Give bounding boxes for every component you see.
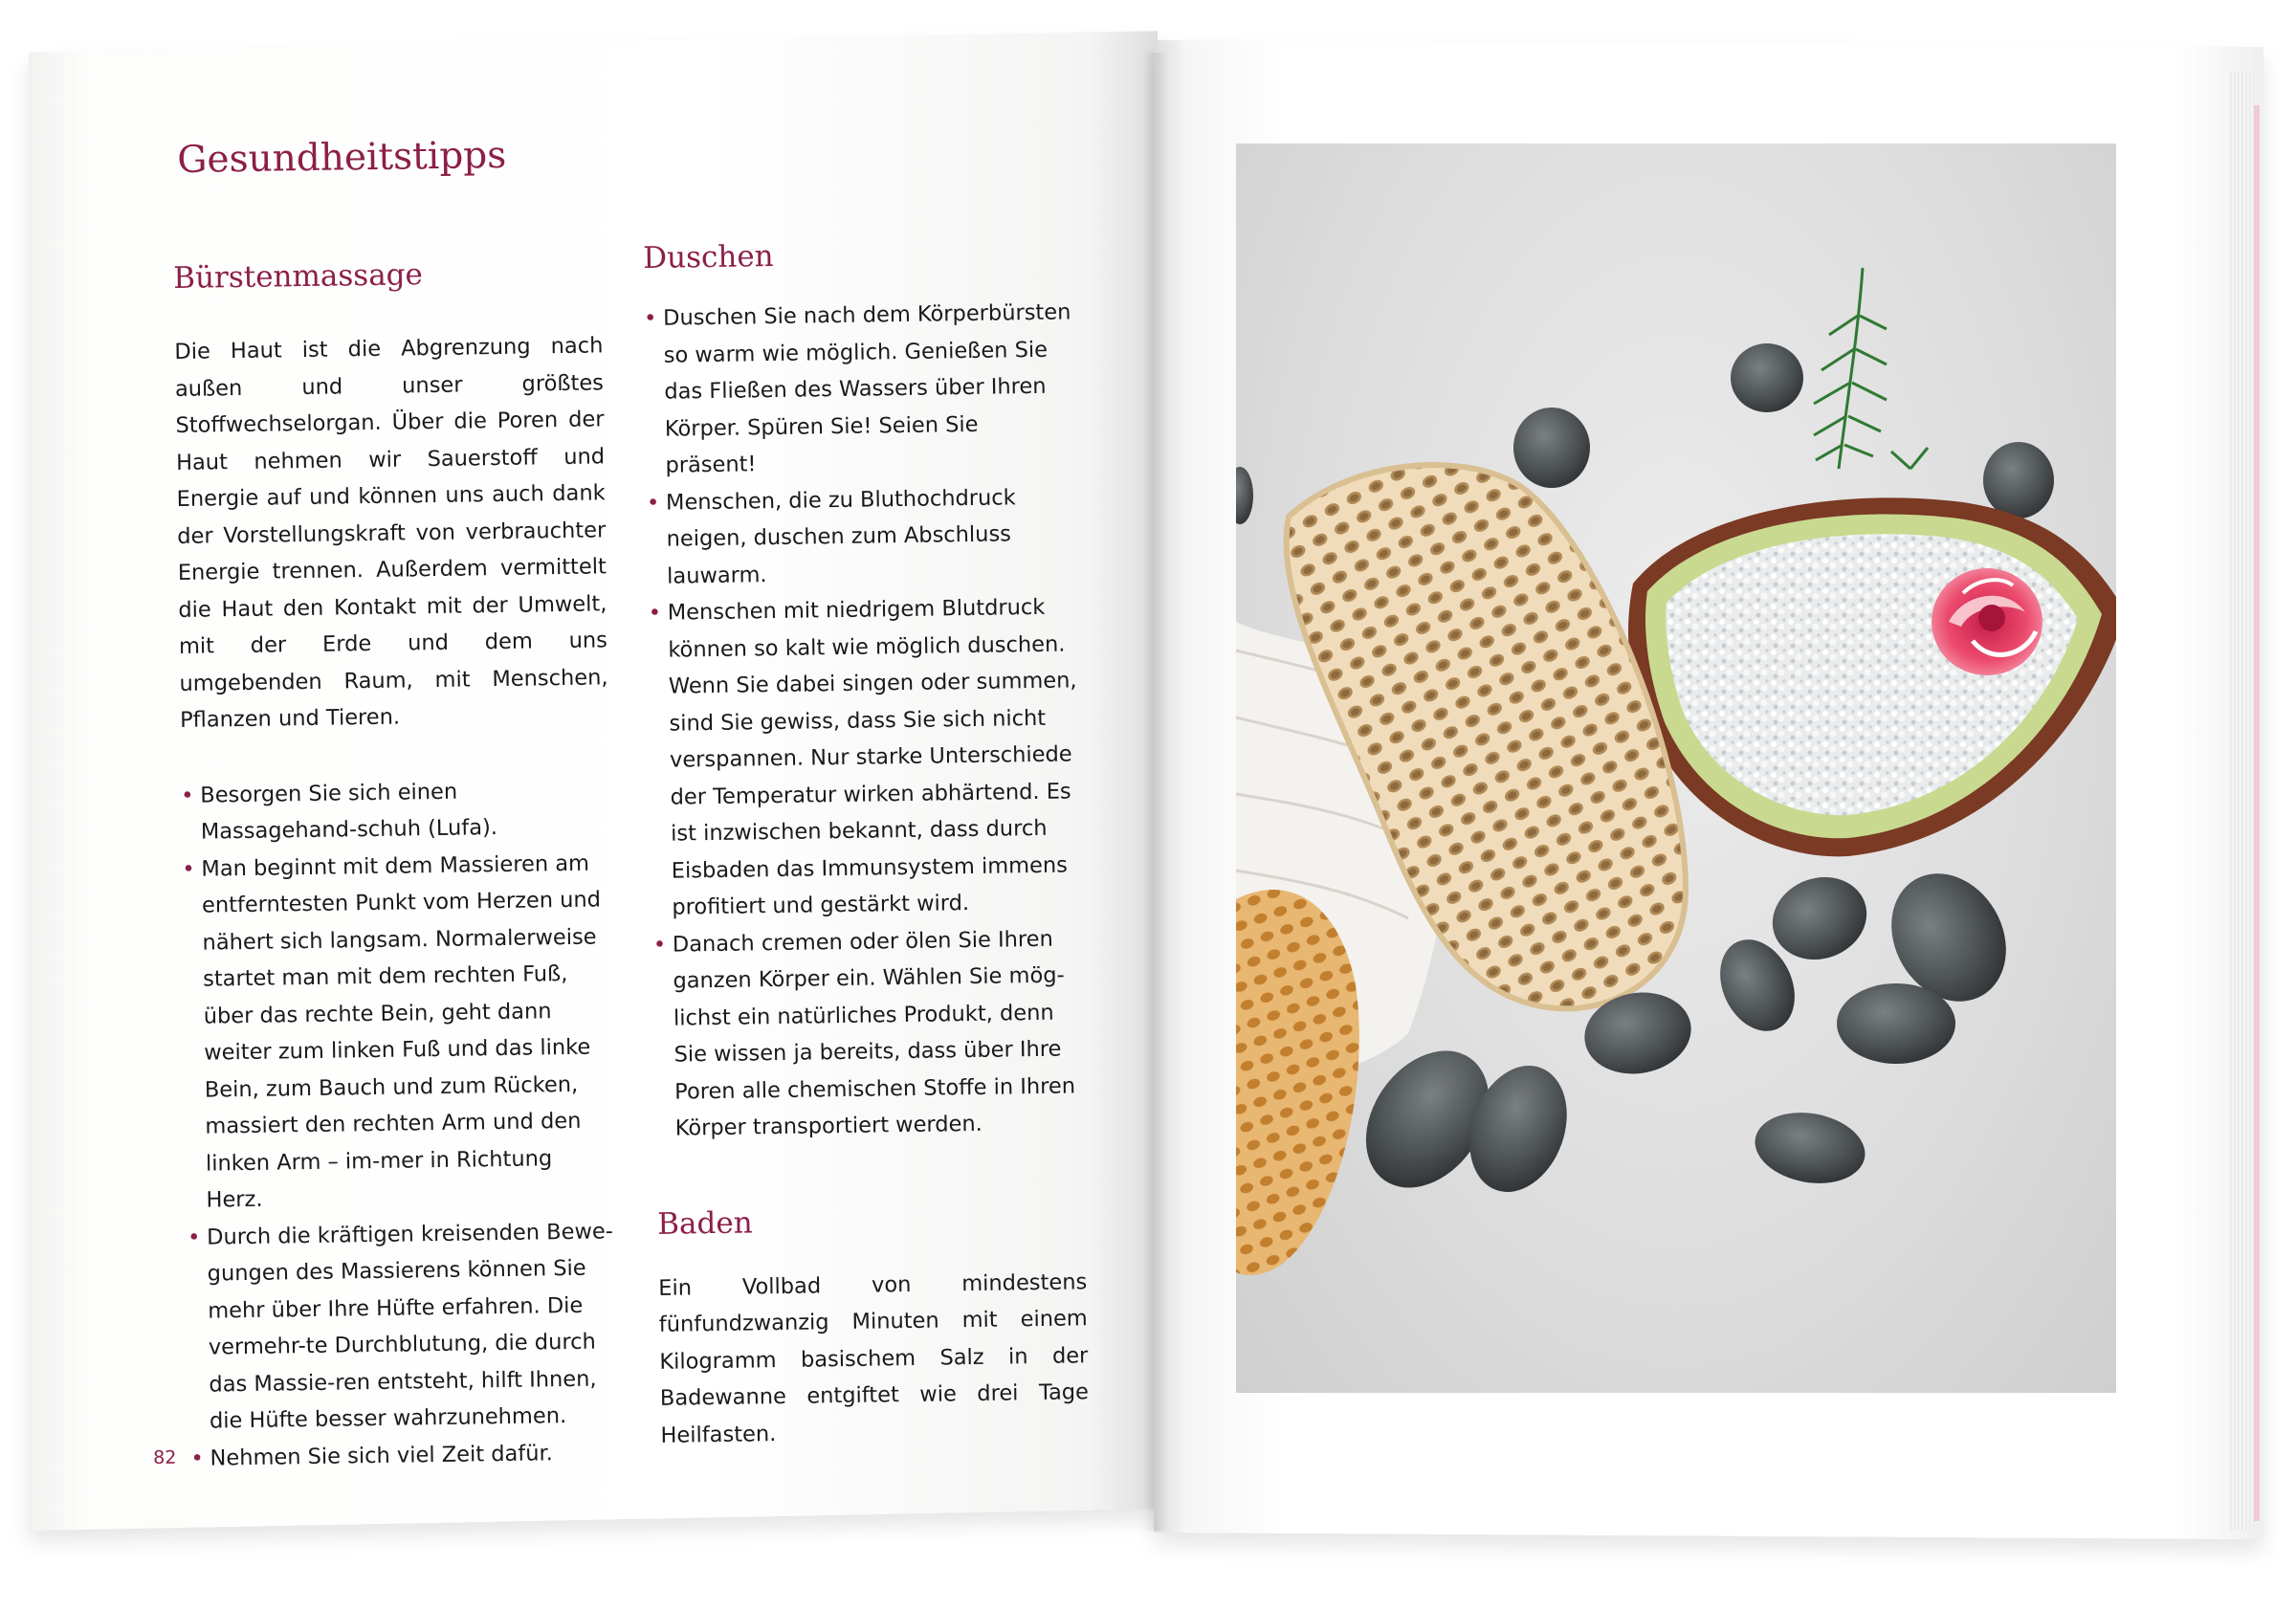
heading-duschen: Duschen: [643, 238, 774, 276]
list-item: • Menschen, die zu Bluthochdruck neigen, duschen zum Abschluss lauwarm.: [647, 478, 1077, 595]
loofah-sponge-orange: [1236, 890, 1359, 1275]
list-item: • Durch die kräftigen kreisenden Bewe-gungen des Massierens können Sie mehr über Ihre Hüfte erfahren. Die vermehr-te Durchblutung, die durch das Massie-ren entsteht, hilft Ihnen, die Hüfte besser wahrzunehmen.: [188, 1213, 619, 1441]
stone: [1750, 1104, 1871, 1191]
list-item: • Duschen Sie nach dem Körperbürsten so warm wie möglich. Genießen Sie das Fließen des Wassers über Ihren Körper. Spüren Sie! Seien Sie präsent!: [644, 294, 1075, 484]
list-item: • Danach cremen oder ölen Sie Ihren ganzen Körper ein. Wählen Sie mög-lichst ein natürliches Produkt, denn Sie wissen ja bereits, dass über Ihre Poren alle chemischen Stoffe in Ihren Körper transportiert werden.: [653, 920, 1085, 1148]
baden-paragraph: Ein Vollbad von mindestens fünfundzwanzig Minuten mit einem Kilogramm basischem Salz in der Badewanne entgiftet wie drei Tage Heilfasten.: [658, 1268, 1090, 1448]
list-item: • Menschen mit niedrigem Blutdruck können so kalt wie möglich duschen. Wenn Sie dabei singen oder summen, sind Sie gewiss, dass Sie sich nicht verspannen. Nur starke Unterschiede der Temperatur wirken abhärtend. Es ist inzwischen bekannt, dass durch Eisbaden das Immunsystem immens profitiert und gestärkt wird.: [648, 588, 1081, 926]
column-duschen-baden: [643, 234, 1090, 1454]
heading-baden: Baden: [656, 1204, 753, 1242]
page-title: Gesundheitstipps: [177, 133, 507, 182]
rose-flower: [1932, 568, 2042, 675]
stone: [1837, 983, 1955, 1064]
stone: [1983, 442, 2054, 518]
column-buerstenmassage: [173, 254, 620, 1477]
stone: [1513, 408, 1590, 488]
page-stack-edges: [2229, 72, 2254, 1531]
salt-bowl: [1628, 497, 2116, 856]
stone: [1731, 343, 1803, 412]
book-gutter: [1143, 53, 1168, 1531]
list-item: • Besorgen Sie sich einen Massagehand-schuh (Lufa).: [181, 771, 610, 851]
duschen-bullet-list: [644, 294, 1085, 1147]
massage-bullet-list: [181, 771, 620, 1477]
stone: [1236, 467, 1253, 524]
page-number: 82: [153, 1446, 177, 1468]
list-item: • Man beginnt mit dem Massieren am entferntesten Punkt vom Herzen und nähert sich langsam. Normalerweise startet man mit dem rechten Fuß, über das rechte Bein, geht dann weiter zum linken Fuß und das linke Bein, zum Bauch und zum Rücken, massiert den rechten Arm und den linken Arm – im-mer in Richtung Herz.: [182, 845, 616, 1220]
heading-buerstenmassage: Bürstenmassage: [173, 257, 424, 296]
page-title-block: [177, 134, 507, 182]
intro-paragraph: Die Haut ist die Abgrenzung nach außen und unser größtes Stoffwechselorgan. Über die Poren der Haut nehmen wir Sauerstoff und Energie auf und können uns auch dank der Vorstellungskraft von verbrauchter Energie trennen. Außerdem vermittelt die Haut den Kontakt mit der Umwelt, mit der Erde und dem uns umgebenden Raum, mit Menschen, Pflanzen und Tieren.: [174, 333, 608, 733]
spa-photo-illustration: [1236, 143, 2116, 1393]
fern-sprig: [1814, 268, 1928, 469]
page-number-block: [153, 1447, 177, 1468]
list-item: • Nehmen Sie sich viel Zeit dafür.: [190, 1434, 620, 1477]
spa-photo: [1236, 143, 2116, 1393]
